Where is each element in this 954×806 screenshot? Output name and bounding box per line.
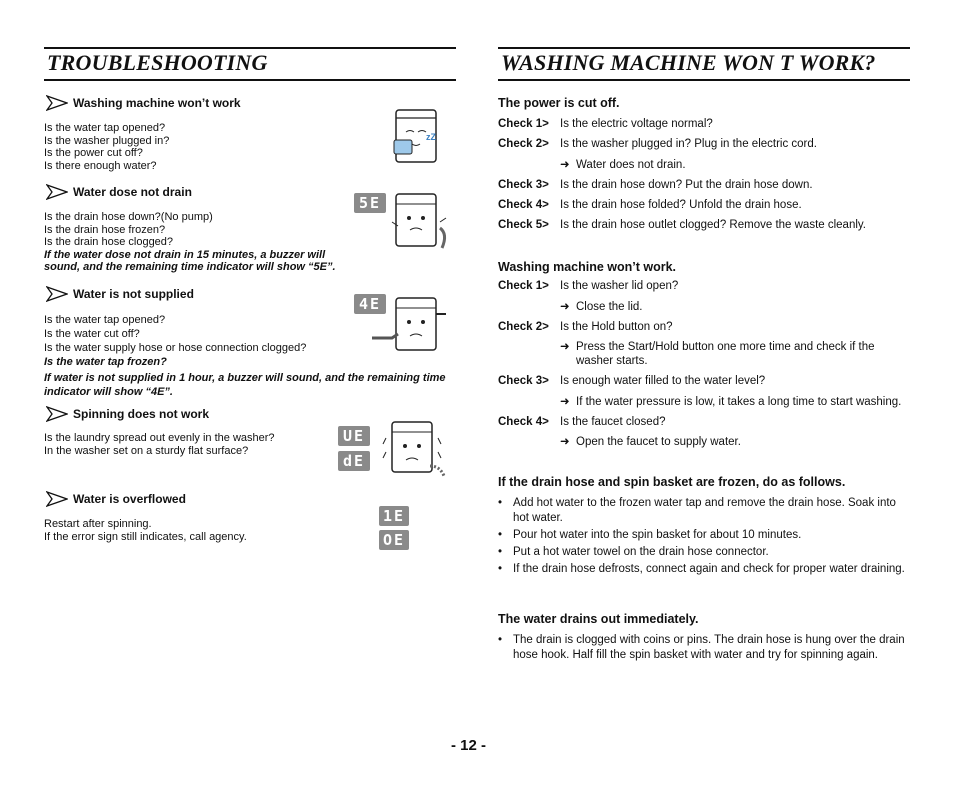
error-display-oe bbox=[379, 530, 409, 550]
error-code-4e: 4E bbox=[358, 295, 382, 313]
power-heading: The power is cut off. bbox=[498, 96, 620, 110]
error-display-1e bbox=[379, 506, 409, 526]
power-check-2-sub: ➜ Water does not drain. bbox=[560, 159, 686, 171]
worried-washer-illustration bbox=[390, 188, 452, 252]
error-code-oe: OE bbox=[382, 531, 406, 549]
wont-work-heading: Washing machine won’t work. bbox=[498, 260, 677, 274]
error-code-1e: 1E bbox=[382, 507, 406, 525]
section-heading-wont-work: Washing machine won’t work bbox=[46, 95, 241, 111]
sleeping-washer-illustration bbox=[388, 104, 444, 168]
section-heading-no-drain: Water dose not drain bbox=[46, 184, 192, 200]
wont-work-check-2-sub: ➜ Press the Start/Hold button one more time and check if the washer starts. bbox=[560, 341, 875, 367]
arrow-right-icon: ➜ bbox=[560, 301, 570, 313]
list-item: • Pour hot water into the spin basket for about 10 minutes. bbox=[498, 529, 802, 541]
arrow-right-icon: ➜ bbox=[560, 341, 570, 353]
pointer-arrow-icon bbox=[46, 95, 68, 111]
error-code-ue: UE bbox=[342, 427, 366, 445]
wont-work-check-3: Check 3> Is enough water filled to the water level? bbox=[498, 375, 766, 387]
arrow-right-icon: ➜ bbox=[560, 436, 570, 448]
page-title: TROUBLESHOOTING bbox=[47, 50, 268, 75]
error-code-de: dE bbox=[342, 452, 366, 470]
wont-work-check-1: Check 1> Is the washer lid open? bbox=[498, 280, 679, 292]
pointer-arrow-icon bbox=[46, 491, 68, 507]
pointer-arrow-icon bbox=[46, 286, 68, 302]
tap-washer-illustration bbox=[370, 294, 452, 358]
section-lines-overflow: Restart after spinning. If the error sign still indicates, call agency. bbox=[44, 518, 247, 543]
list-item: • Put a hot water towel on the drain hose connector. bbox=[498, 546, 769, 558]
error-display-ue bbox=[338, 426, 370, 446]
wont-work-check-4-sub: ➜ Open the faucet to supply water. bbox=[560, 436, 741, 448]
error-code-5e: 5E bbox=[358, 194, 382, 212]
page-number: - 12 - bbox=[451, 737, 487, 754]
pointer-arrow-icon bbox=[46, 184, 68, 200]
section-lines-no-spin: Is the laundry spread out evenly in the washer? In the washer set on a sturdy flat surface? bbox=[44, 432, 275, 457]
wont-work-check-3-sub: ➜ If the water pressure is low, it takes a long time to start washing. bbox=[560, 396, 902, 408]
shaking-washer-illustration bbox=[382, 418, 452, 482]
wont-work-check-4: Check 4> Is the faucet closed? bbox=[498, 416, 666, 428]
frozen-heading: If the drain hose and spin basket are frozen, do as follows. bbox=[498, 475, 846, 489]
drains-heading: The water drains out immediately. bbox=[498, 612, 699, 626]
section-heading-no-spin: Spinning does not work bbox=[46, 406, 209, 422]
list-item: • If the drain hose defrosts, connect again and check for proper water draining. bbox=[498, 563, 905, 575]
frozen-bullets bbox=[498, 496, 912, 579]
power-check-5: Check 5> Is the drain hose outlet clogged? Remove the waste cleanly. bbox=[498, 219, 866, 231]
section-lines-no-drain: Is the drain hose down?(No pump) Is the drain hose frozen? Is the drain hose clogged? If the water dose not drain in 15 minutes, a buzzer will sound, and the remaining time indicator will show “5E”. bbox=[44, 211, 336, 274]
section-lines-wont-work: Is the water tap opened? Is the washer plugged in? Is the power cut off? Is there enough water? bbox=[44, 122, 170, 172]
drains-bullets bbox=[498, 633, 912, 665]
list-item: • The drain is clogged with coins or pins. The drain hose is hung over the drain hose hook. Half fill the spin basket with water and try for spinning again. bbox=[498, 634, 905, 661]
section-heading-no-supply: Water is not supplied bbox=[46, 286, 194, 302]
section-lines-no-supply: Is the water tap opened? Is the water cut off? Is the water supply hose or hose connection clogged? Is the water tap frozen? If water is not supplied in 1 hour, a buzzer will sound, and the remaining time indicator will show “4E”. bbox=[44, 314, 446, 398]
wont-work-check-2: Check 2> Is the Hold button on? bbox=[498, 321, 673, 333]
svg-text:zZ: zZ bbox=[426, 132, 436, 142]
pointer-arrow-icon bbox=[46, 406, 68, 422]
power-check-1: Check 1> Is the electric voltage normal? bbox=[498, 118, 713, 130]
power-check-2: Check 2> Is the washer plugged in? Plug in the electric cord. bbox=[498, 138, 817, 150]
power-check-3: Check 3> Is the drain hose down? Put the drain hose down. bbox=[498, 179, 813, 191]
error-display-de bbox=[338, 451, 370, 471]
power-check-4: Check 4> Is the drain hose folded? Unfold the drain hose. bbox=[498, 199, 802, 211]
section-heading-overflow: Water is overflowed bbox=[46, 491, 186, 507]
list-item: • Add hot water to the frozen water tap and remove the drain hose. Soak into hot water. bbox=[498, 497, 896, 524]
left-title-bar bbox=[44, 47, 456, 81]
right-title-bar bbox=[498, 47, 910, 81]
error-display-5e bbox=[354, 193, 386, 213]
arrow-right-icon: ➜ bbox=[560, 159, 570, 171]
arrow-right-icon: ➜ bbox=[560, 396, 570, 408]
right-page-title: WASHING MACHINE WON T WORK? bbox=[501, 50, 876, 75]
wont-work-check-1-sub: ➜ Close the lid. bbox=[560, 301, 643, 313]
